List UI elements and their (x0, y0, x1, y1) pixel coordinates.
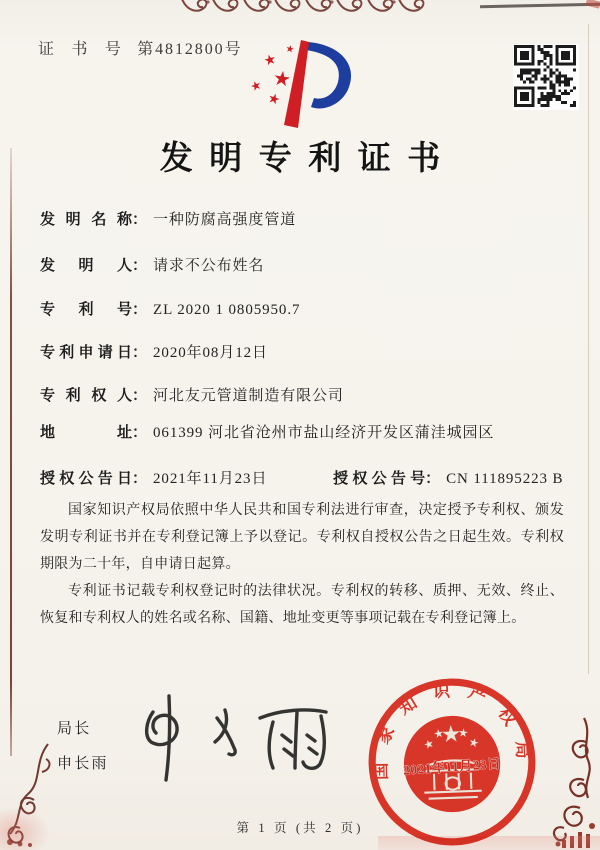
certificate-number (38, 36, 242, 59)
seal-ring-text: 国家知识产权局 (370, 679, 535, 781)
cnipa-logo (245, 36, 367, 134)
field-row-patent-number (40, 298, 300, 319)
top-right-rule (480, 3, 600, 8)
signer-block (57, 712, 109, 781)
field-value: 一种防腐高强度管道 (153, 212, 297, 228)
field-label: 专利申请日 (40, 345, 132, 361)
field-row-grant (40, 467, 563, 488)
field-colon: ： (132, 302, 148, 318)
legal-text (40, 498, 564, 632)
field-value: 2020年08月12日 (153, 345, 268, 361)
left-border-line (10, 148, 12, 756)
field-colon: ： (132, 388, 148, 404)
field-row-invention-name (40, 208, 296, 229)
field-label: 授权公告日 (40, 471, 132, 487)
field-label: 专利权人 (40, 388, 132, 404)
right-border-line (588, 24, 589, 674)
star-icon (250, 44, 295, 105)
certificate-number-value: 第4812800号 (137, 41, 243, 58)
field-colon: ： (132, 345, 148, 361)
field-row-patentee (40, 384, 344, 405)
field-colon: ： (132, 212, 148, 228)
field-label: 发明名称 (40, 212, 132, 228)
signer-title: 局长 (57, 721, 92, 737)
logo-red-wedge (284, 40, 309, 128)
field-label: 发明人 (40, 258, 132, 274)
seal-date: 2021年11月23日 (402, 755, 502, 778)
field-label: 专利号 (40, 302, 132, 318)
signer-name: 申长雨 (57, 755, 109, 772)
field-value: 请求不公布姓名 (153, 258, 265, 274)
field-row-inventor (40, 254, 264, 275)
top-scroll-ornament (178, 0, 426, 16)
logo-blue-p (306, 42, 351, 108)
field-row-address (40, 421, 494, 442)
field-colon: ： (132, 258, 148, 274)
field-colon: ： (132, 471, 148, 487)
commissioner-signature (125, 688, 340, 786)
field-value: 061399 河北省沧州市盐山经济开发区蒲洼城园区 (153, 425, 495, 441)
field-value: ZL 2020 1 0805950.7 (153, 302, 301, 318)
field-value: 2021年11月23日 (153, 471, 268, 487)
field-value: CN 111895223 B (446, 471, 564, 487)
field-colon: ： (425, 471, 441, 487)
paragraph-grant-statement: 国家知识产权局依照中华人民共和国专利法进行审查，决定授予专利权、颁发发明专利证书并在专利登记簿上予以登记。专利权自授权公告之日起生效。专利权期限为二十年，自申请日起算。 (40, 503, 564, 572)
certificate-number-label: 证 书 号 (38, 41, 128, 58)
footer-page-number: 第 1 页 (共 2 页) (236, 821, 364, 835)
top-right-corner-mark (585, 0, 600, 9)
field-row-filing-date (40, 341, 268, 362)
certificate-title: 发明专利证书 (159, 141, 457, 177)
field-grant-number (333, 471, 563, 487)
field-value: 河北友元管道制造有限公司 (153, 388, 344, 404)
paragraph-register-statement: 专利证书记载专利权登记时的法律状况。专利权的转移、质押、无效、终止、恢复和专利权人的姓名或名称、国籍、地址变更等事项记载在专利登记簿上。 (40, 583, 564, 626)
field-colon: ： (132, 425, 148, 441)
field-label: 地址 (40, 425, 132, 441)
qr-code (513, 44, 579, 110)
field-label: 授权公告号 (333, 471, 426, 487)
field-grant-date (40, 471, 267, 487)
